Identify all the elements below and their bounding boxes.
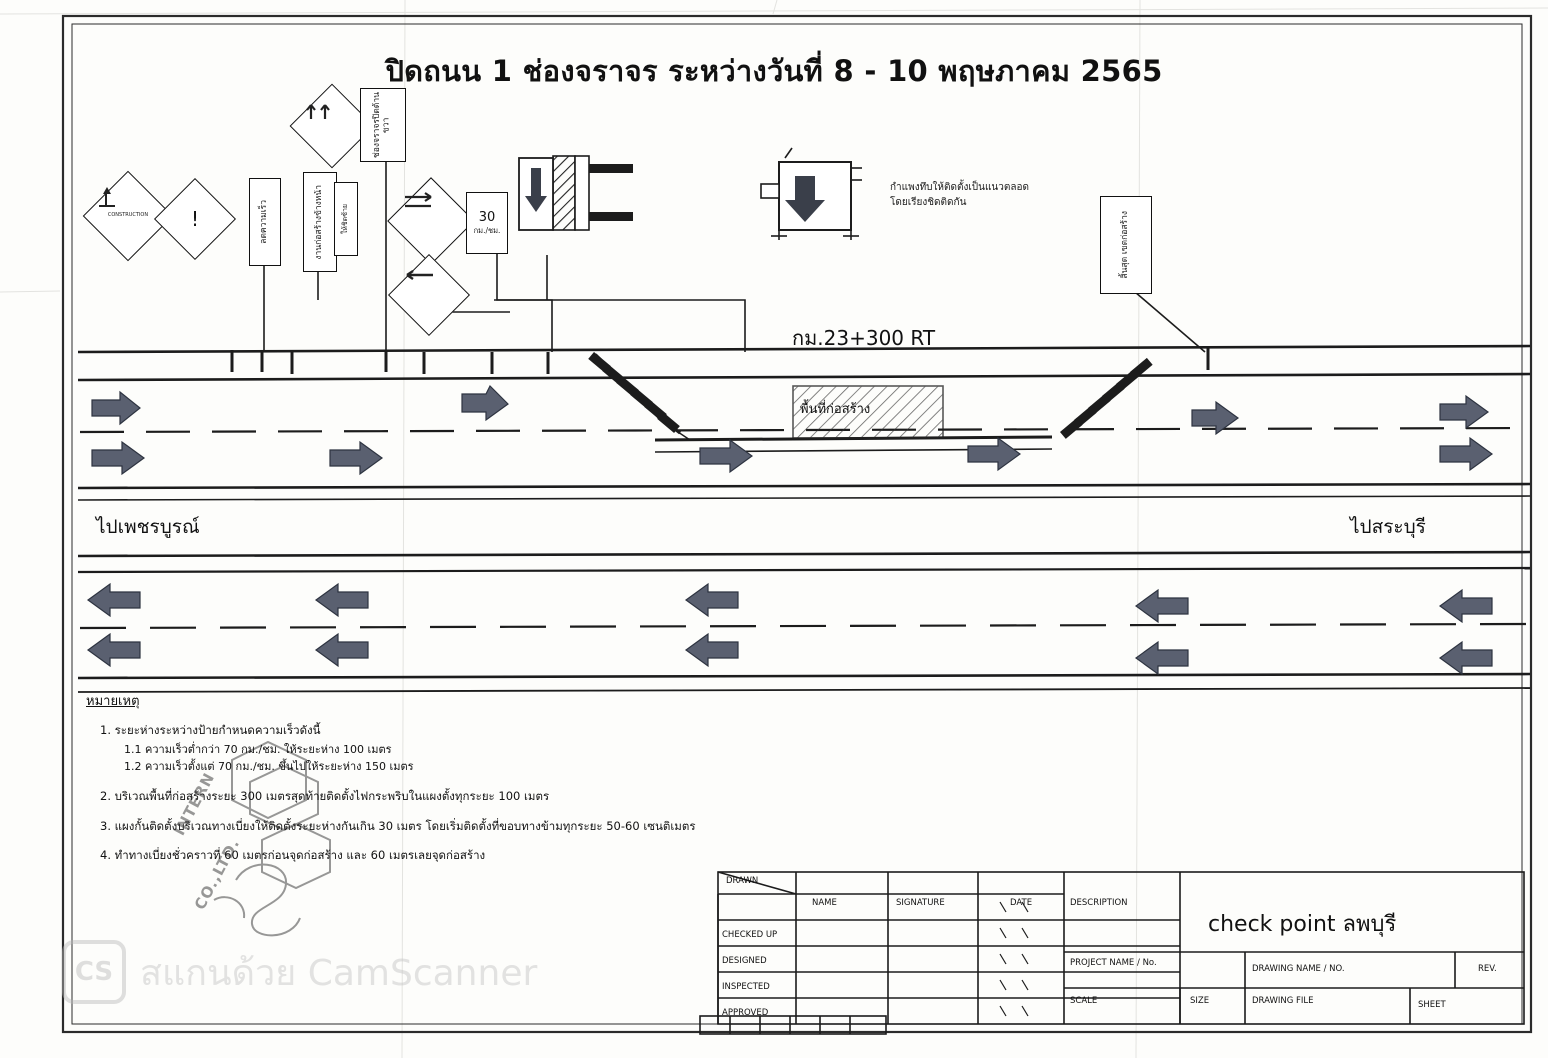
titleblock-scale-label: SCALE (1070, 996, 1098, 1006)
exclamation-sign-label: ! (190, 207, 200, 231)
exclamation-diamond-sign (166, 190, 222, 246)
work-ahead-label: งานก่อสร้างข้างหน้า (314, 184, 325, 260)
titleblock-signature-header: SIGNATURE (896, 898, 945, 908)
camscanner-logo: CS (62, 940, 126, 1004)
work-ahead-sign (303, 172, 337, 272)
lane-closed-ahead-sign (360, 88, 406, 162)
direction-left-label: ไปเพชรบูรณ์ (96, 516, 200, 538)
titleblock-inspected-label: INSPECTED (722, 982, 770, 992)
company-stamp-line2: CO.,LTD. (190, 835, 244, 913)
note-item-1: 1. ระยะห่างระหว่างป้ายกำหนดความเร็วดังนี้ (100, 723, 321, 737)
keep-left-label: ให้ชิดซ้าย (341, 203, 350, 235)
barrier-note-line2: โดยเรียงชิดติดกัน (890, 197, 967, 208)
barrier-note (890, 180, 1110, 210)
work-area-label: พื้นที่ก่อสร้าง (800, 402, 871, 417)
company-stamp-line1: INTERN (170, 769, 219, 839)
construction-diamond-sign (96, 184, 158, 246)
reduce-speed-label: ลดความเร็ว (259, 200, 270, 244)
keep-left-sign (334, 182, 358, 256)
note-item-2: 2. บริเวณพื้นที่ก่อสร้างระยะ 300 เมตรสุดท้ายติดตั้งไฟกระพริบในแผงตั้งทุกระยะ 100 เมตร (100, 789, 550, 804)
two-lane-arrow-sign (400, 190, 460, 250)
construction-sign-label: CONSTRUCTION (107, 212, 149, 219)
station-label: กม.23+300 RT (792, 326, 936, 350)
titleblock-sheet-label: SHEET (1418, 1000, 1446, 1010)
note-item-4: 4. ทำทางเบี่ยงชั่วคราวที่ 60 เมตรก่อนจุดก่อสร้าง และ 60 เมตรเลยจุดก่อสร้าง (100, 848, 486, 863)
page-title: ปิดถนน 1 ช่องจราจร ระหว่างวันที่ 8 - 10 พฤษภาคม 2565 (385, 54, 1163, 88)
direction-right-label: ไปสระบุรี (1350, 516, 1426, 538)
titleblock-rev-label: REV. (1478, 964, 1497, 974)
titleblock-size-label: SIZE (1190, 996, 1210, 1006)
reduce-speed-sign (249, 178, 281, 266)
lane-closed-label: ช่องจราจรปิดด้านขวา (372, 92, 392, 158)
left-arrow-diamond-sign (400, 266, 460, 322)
merge-left-arrow-sign (302, 96, 360, 154)
titleblock-description-header: DESCRIPTION (1070, 898, 1128, 908)
titleblock-drawing-name-label: DRAWING NAME / NO. (1252, 964, 1345, 974)
titleblock-checked-label: CHECKED UP (722, 930, 778, 940)
titleblock-designed-label: DESIGNED (722, 956, 767, 966)
end-construction-sign (1100, 196, 1152, 294)
camscanner-watermark (62, 940, 537, 1004)
barrier-note-line1: กำแพงทึบให้ติดตั้งเป็นแนวตลอด (890, 182, 1029, 193)
note-item-3: 3. แผงกั้นติดตั้งบริเวณทางเบี่ยงให้ติดตั้งระยะห่างกันเกิน 30 เมตร โดยเริ่มติดตั้งที่ขอบทางข้ามทุกระยะ 50-60 เซนติเมตร (100, 818, 696, 833)
titleblock-drawing-file-label: DRAWING FILE (1252, 996, 1314, 1006)
titleblock-drawn-label: DRAWN (726, 876, 759, 886)
titleblock-approved-label: APPROVED (722, 1008, 769, 1018)
note-item-1-2: 1.2 ความเร็วตั้งแต่ 70 กม./ชม. ขึ้นไปให้ระยะห่าง 150 เมตร (124, 760, 414, 774)
speed-limit-value: 30 (478, 210, 496, 226)
check-point-title: check point ลพบุรี (1208, 912, 1397, 937)
titleblock-name-header: NAME (812, 898, 837, 908)
speed-limit-unit: กม./ชม. (473, 226, 501, 236)
company-stamp (150, 735, 410, 945)
camscanner-text: สแกนด้วย CamScanner (140, 952, 538, 994)
end-construction-label: สิ้นสุด เขตก่อสร้าง (1120, 211, 1131, 279)
titleblock-date-header: DATE (1010, 898, 1033, 908)
note-item-1-1: 1.1 ความเร็วต่ำกว่า 70 กม./ชม. ให้ระยะห่าง 100 เมตร (124, 742, 392, 756)
speed-limit-sign (466, 192, 508, 254)
notes-heading: หมายเหตุ (86, 694, 140, 709)
titleblock-project-label: PROJECT NAME / No. (1070, 958, 1157, 968)
